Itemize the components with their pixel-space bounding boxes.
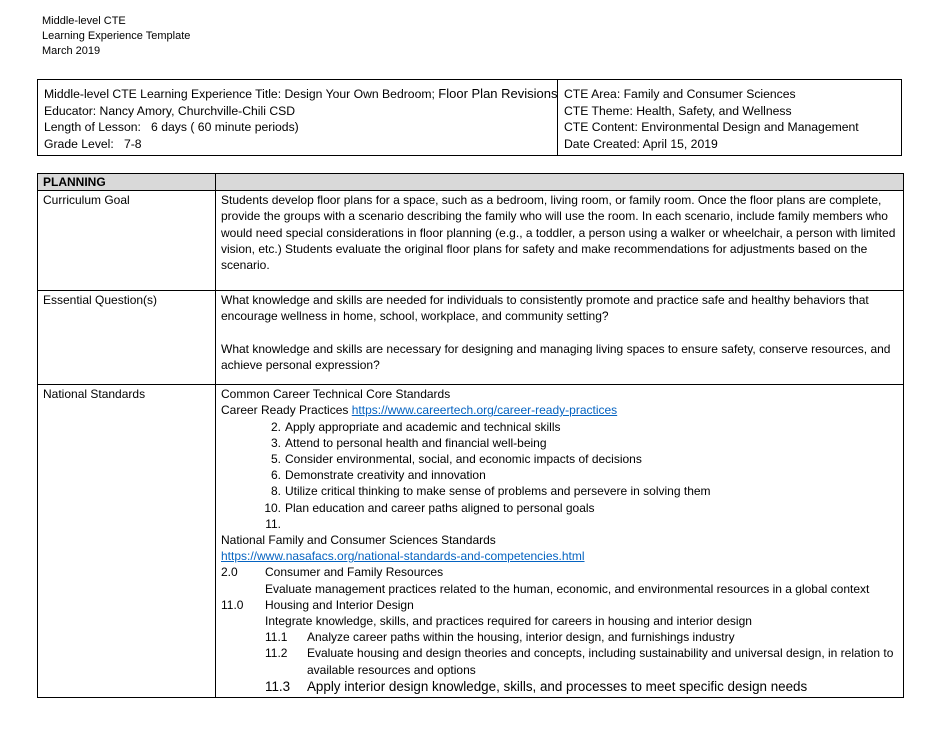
planning-heading: PLANNING — [38, 174, 216, 191]
essential-question-2: What knowledge and skills are necessary for designing and managing living spaces to ensure safety, conserve resources, and achieve personal expression? — [221, 341, 891, 372]
list-item: 3. Attend to personal health and financial well-being — [270, 435, 547, 450]
standard-2-title: Consumer and Family Resources — [265, 565, 444, 580]
standard-2-code: 2.0 — [221, 565, 238, 580]
curriculum-goal-cell — [216, 191, 904, 291]
list-item: 11.3 Apply interior design knowledge, skills, and processes to meet specific design needs — [265, 678, 808, 694]
essential-questions-label: Essential Question(s) — [38, 291, 216, 385]
standard-11-text: Integrate knowledge, skills, and practices required for careers in housing and interior design — [265, 614, 752, 629]
curriculum-goal-label: Curriculum Goal — [38, 191, 216, 291]
list-item: 11. — [265, 516, 281, 531]
essential-question-1: What knowledge and skills are needed for individuals to consistently promote and practice safe and healthy behaviors that encourage wellness in home, school, workplace, and community setting? — [221, 293, 869, 324]
lesson-title-value: Design Your Own Bedroom; — [284, 87, 435, 101]
cte-theme-line: CTE Theme: Health, Safety, and Wellness — [564, 103, 792, 118]
lesson-info-right — [558, 80, 901, 155]
list-item: 11.1 Analyze career paths within the housing, interior design, and furnishings industry — [265, 630, 735, 645]
cctc-title: Common Career Technical Core Standards — [221, 387, 451, 402]
curriculum-goal-row — [38, 191, 904, 291]
standard-2-text: Evaluate management practices related to the human, economic, and environmental resources in a global context — [265, 581, 870, 596]
lesson-title-label: Middle-level CTE Learning Experience Title: — [44, 87, 282, 101]
planning-table — [37, 173, 904, 698]
list-item: 11.2 Evaluate housing and design theories and concepts, including sustainability and universal design, in relation to available resources and options — [265, 646, 894, 677]
essential-questions-row — [38, 291, 904, 385]
national-standards-cell — [216, 385, 904, 698]
list-item: 8. Utilize critical thinking to make sense of problems and persevere in solving them — [270, 484, 711, 499]
curriculum-goal-text: Students develop floor plans for a space, such as a bedroom, living room, or family room. Once the floor plans are complete, provide the groups with a scenario describing the family who will use the room. In each scenario, include family members who would need special considerations in floor planning (e.g., a toddler, a person using a walker or wheelchair, a person with limited vision, etc.) Students evaluate the original floor plans for safety and make recommendations for adjustments based on the scenario. — [221, 193, 896, 273]
national-standards-row — [38, 385, 904, 698]
cte-area-line: CTE Area: Family and Consumer Sciences — [564, 87, 796, 101]
lesson-info-left — [38, 80, 558, 155]
planning-header-row — [38, 174, 904, 191]
grade-level-line: Grade Level: 7-8 — [44, 136, 142, 151]
career-ready-label: Career Ready Practices — [221, 403, 349, 418]
fcs-standards-link[interactable]: https://www.nasafacs.org/national-standards-and-competencies.html — [221, 549, 585, 564]
fcs-standards-title: National Family and Consumer Sciences Standards — [221, 533, 496, 548]
standard-11-row — [221, 597, 898, 613]
lesson-title-line — [44, 86, 558, 103]
standard-11-code: 11.0 — [221, 597, 244, 612]
career-ready-link[interactable]: https://www.careertech.org/career-ready-practices — [351, 403, 618, 418]
national-standards-label: National Standards — [38, 385, 216, 698]
list-item: 6. Demonstrate creativity and innovation — [270, 468, 486, 483]
lesson-info-box — [37, 79, 902, 156]
list-item: 5. Consider environmental, social, and economic impacts of decisions — [270, 452, 642, 467]
lesson-title-suffix: Floor Plan Revisions — [438, 86, 558, 101]
list-item: 2. Apply appropriate and academic and technical skills — [270, 419, 561, 434]
educator-line: Educator: Nancy Amory, Churchville-Chili CSD — [44, 103, 296, 118]
header-line-program: Middle-level CTE — [42, 15, 126, 27]
essential-questions-cell — [216, 291, 904, 385]
standard-11-title: Housing and Interior Design — [265, 597, 414, 612]
header-line-date: March 2019 — [42, 45, 101, 57]
cte-content-line: CTE Content: Environmental Design and Management — [564, 120, 859, 134]
list-item: 10. Plan education and career paths aligned to personal goals — [264, 500, 595, 515]
standard-2-row — [221, 564, 898, 580]
career-ready-line — [221, 402, 898, 418]
document-header — [42, 14, 190, 59]
career-ready-list — [221, 419, 898, 532]
planning-heading-blank — [216, 174, 904, 191]
header-line-template: Learning Experience Template — [42, 30, 191, 42]
lesson-length-line: Length of Lesson: 6 days ( 60 minute periods) — [44, 120, 299, 134]
date-created-line: Date Created: April 15, 2019 — [564, 136, 718, 151]
